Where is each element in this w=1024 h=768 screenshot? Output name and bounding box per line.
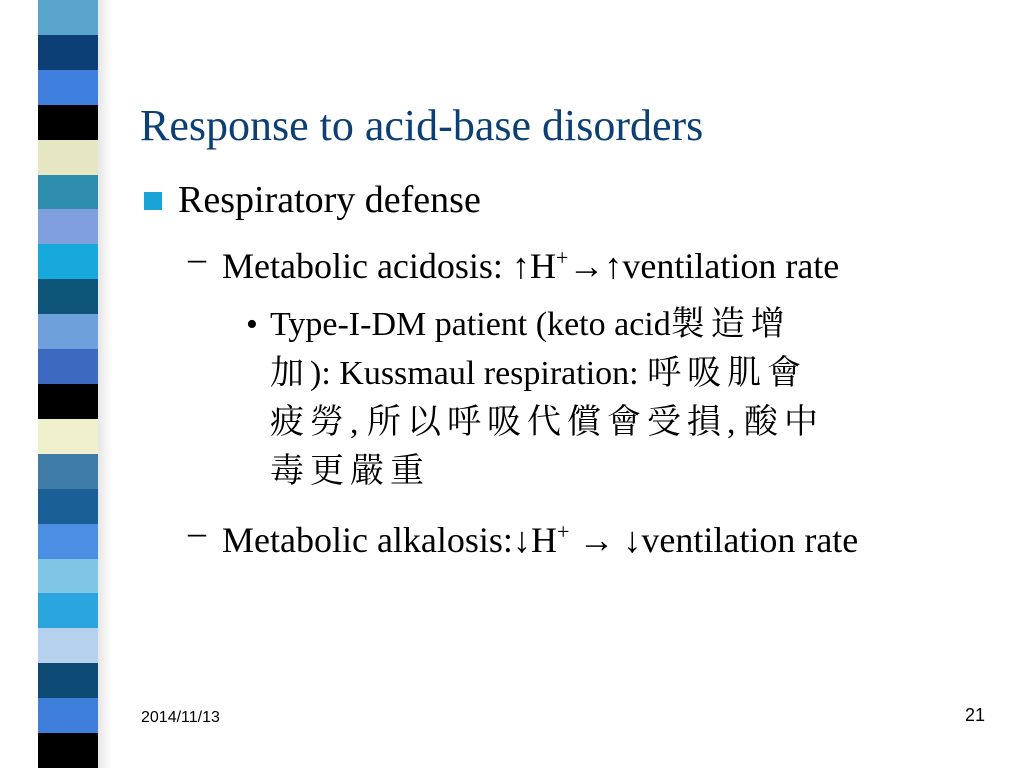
stripe-segment — [38, 559, 98, 594]
square-bullet-icon — [144, 192, 162, 210]
dot-bullet-icon: • — [246, 306, 258, 343]
l3-cjk-a: 製造增加 — [270, 304, 791, 393]
stripe-segment — [38, 384, 98, 419]
hydrogen-symbol: H — [530, 520, 557, 560]
l3-text-b: ): Kussmaul respiration: — [310, 355, 648, 392]
right-arrow-icon: → — [569, 520, 624, 560]
alkalosis-text-b: ventilation rate — [641, 520, 859, 560]
stripe-left-margin — [0, 0, 38, 768]
l3-cjk-c: 所以呼吸代償會受損 — [367, 402, 727, 442]
alkalosis-text-a: Metabolic alkalosis: — [222, 520, 513, 560]
l3-comma-1: , — [350, 404, 367, 441]
stripe-segment — [38, 70, 98, 105]
stripe-segment — [38, 314, 98, 349]
slide-title: Response to acid-base disorders — [140, 101, 704, 150]
up-arrow-icon: ↑ — [511, 246, 530, 286]
acidosis-text-a: Metabolic acidosis: — [222, 246, 512, 286]
hydrogen-symbol: H — [529, 246, 556, 286]
stripe-segment — [38, 279, 98, 314]
stripe-segment — [38, 593, 98, 628]
stripe-segment — [38, 733, 98, 768]
stripe-segment — [38, 105, 98, 140]
l3-text-a: Type-I-DM patient (keto acid — [270, 306, 671, 343]
acidosis-text-b: ventilation rate — [622, 246, 840, 286]
bullet-level2-alkalosis — [184, 510, 970, 562]
plus-superscript: + — [555, 245, 569, 270]
stripe-segment — [38, 663, 98, 698]
down-arrow-icon: ↓ — [623, 520, 642, 560]
bullet-level1-text: Respiratory defense — [178, 179, 481, 221]
stripe-segment — [38, 0, 98, 35]
stripe-segment — [38, 524, 98, 559]
stripe-segment — [38, 175, 98, 210]
stripe-segment — [38, 454, 98, 489]
bullet-level3 — [246, 300, 830, 496]
plus-superscript: + — [556, 519, 570, 544]
stripe-segment — [38, 419, 98, 454]
dash-bullet-icon: – — [188, 512, 206, 552]
stripe-shadow-edge — [98, 0, 112, 768]
stripe-segment — [38, 244, 98, 279]
stripe-segment — [38, 140, 98, 175]
stripe-segment — [38, 698, 98, 733]
right-arrow-icon: → — [568, 246, 605, 286]
decorative-stripe-bar — [38, 0, 98, 768]
stripe-segment — [38, 349, 98, 384]
slide-body — [140, 178, 970, 562]
stripe-segment — [38, 489, 98, 524]
l3-comma-2: , — [727, 404, 744, 441]
stripe-segment — [38, 35, 98, 70]
down-arrow-icon: ↓ — [512, 520, 531, 560]
stripe-segment — [38, 209, 98, 244]
page-number: 21 — [965, 705, 986, 725]
dash-bullet-icon: – — [188, 238, 206, 278]
footer-date: 2014/11/13 — [141, 709, 220, 726]
l3-cjk-b: 呼吸肌會疲勞 — [270, 353, 808, 442]
bullet-level1 — [140, 178, 970, 222]
up-arrow-icon: ↑ — [604, 246, 623, 286]
l3-cjk-d: 酸中毒更嚴重 — [270, 402, 824, 491]
bullet-level2-acidosis — [184, 236, 970, 288]
stripe-segment — [38, 628, 98, 663]
